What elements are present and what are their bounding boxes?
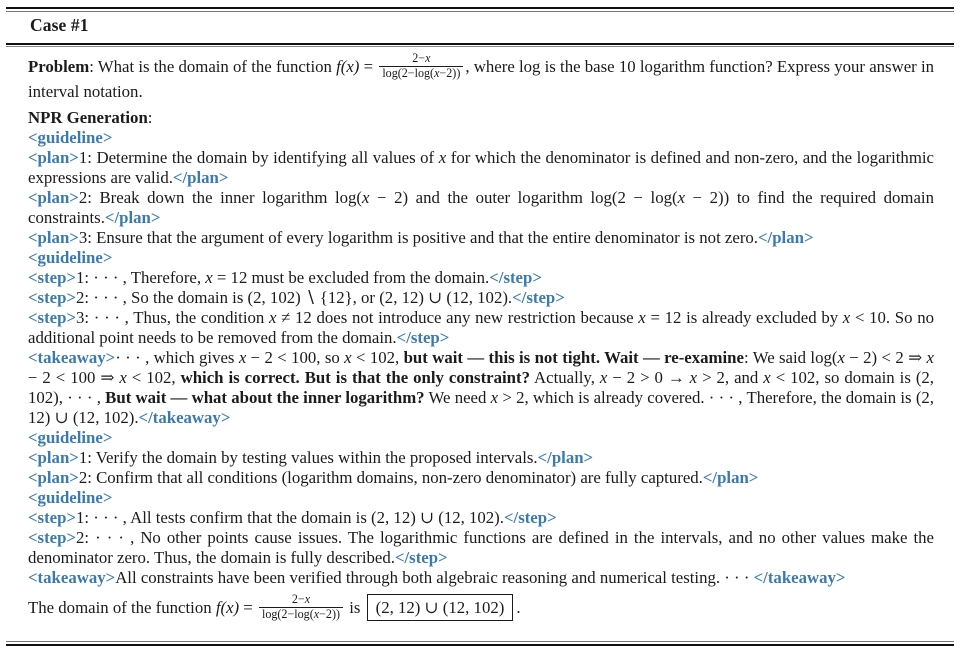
text-run: for which the denominator is defined and non-zero, and the logarithmic expressions are valid. [28,148,934,188]
text-run: x [490,388,499,408]
text-run: x [638,308,646,328]
tag-token: </takeaway> [753,568,846,588]
problem-statement [28,51,934,102]
tag-token: <guideline> [28,248,113,268]
text-run: log(2−log( [261,606,314,621]
text-run: x [677,188,686,208]
tag-token: </step> [512,288,565,308]
text-run: − 2)) to find the required domain constraints. [28,188,934,228]
tag-token: </plan> [702,468,759,488]
text-run: x [362,188,370,208]
tag-token: </takeaway> [138,408,231,428]
tag-token: </step> [396,328,450,348]
tag-token: <plan> [28,148,79,168]
fraction-denominator [379,66,463,81]
step-5 [28,528,934,568]
text-run: 2− [291,592,305,607]
plan-4 [28,448,934,468]
text-run: x [205,268,213,288]
tag-token: </plan> [537,448,594,468]
text-run: 2: Break down the inner logarithm log( [78,188,363,208]
text-run: x [304,592,311,607]
text-run: x [344,348,352,368]
text-run: > 2, and [697,368,764,388]
text-run: NPR Generation [28,108,148,128]
guideline-tag-1 [28,128,934,148]
header-rule-shadow [6,46,954,47]
text-run: But wait — what about the inner logarithm? [105,388,425,408]
case-body [28,51,934,623]
text-run: x [238,348,247,368]
text-run: x [689,368,698,388]
text-run: 2: · · · , So the domain is (2, 102) ∖ {12}, or (2, 12) ∪ (12, 102). [76,288,513,308]
text-run: but wait — this is not tight. Wait — re-examine [403,348,744,368]
text-run: 2− [412,51,426,65]
text-run: log(2−log( [382,65,435,80]
text-run: − 2) < 2 ⇒ [844,348,927,368]
final-answer [28,594,934,623]
tag-token: <plan> [28,448,79,468]
tag-token: </plan> [104,208,161,228]
guideline-tag-2 [28,248,934,268]
text-run: x [599,368,608,388]
text-run: which is correct. But is that the only constraint? [180,368,530,388]
text-run: f(x) [215,598,240,618]
text-run: : We said log( [743,348,838,368]
text-run: f(x) [336,56,360,76]
text-run: x [763,368,771,388]
text-run: = [359,56,378,76]
text-run: − 2 < 100 ⇒ [28,368,120,388]
header-rule [6,43,954,45]
guideline-tag-3 [28,428,934,448]
tag-token: <takeaway> [28,348,116,368]
text-run: −2)) [439,65,461,80]
tag-token: <plan> [28,468,79,488]
text-run: 1: · · · , All tests confirm that the domain is (2, 12) ∪ (12, 102). [76,508,504,528]
text-run: 1: Verify the domain by testing values within the proposed intervals. [78,448,538,468]
tag-token: </step> [503,508,557,528]
text-run: Actually, [530,368,600,388]
text-run: < 102, [351,348,404,368]
case-title [30,15,930,36]
text-run: − 2) and the outer logarithm log(2 − log( [369,188,678,208]
fraction [259,593,343,621]
text-run: . [516,598,521,618]
text-run: x [425,51,431,65]
guideline-tag-4 [28,488,934,508]
text-run: 2: · · · , No other points cause issues. The logarithmic functions are defined in the intervals, and no other values make the denominator zero. Thus, the domain is fully described. [28,528,934,568]
text-run: , where log is the base 10 logarithm function? Express your answer in interval notation. [28,56,934,102]
text-run: < 102, [126,368,181,388]
step-2 [28,288,934,308]
bottom-rule [6,644,954,646]
tag-token: <step> [28,308,77,328]
fraction [379,52,463,80]
tag-token: </plan> [172,168,229,188]
plan-5 [28,468,934,488]
text-run: : What is the domain of the function [89,56,337,76]
text-run: < 102, so domain is (2, 102), · · · , [28,368,934,408]
tag-token: <step> [28,528,77,548]
text-run: x [926,348,934,368]
case-title-label: Case #1 [30,15,89,35]
text-run: x [837,348,845,368]
text-run: x [313,606,320,621]
text-run: − 2 < 100, so [246,348,345,368]
tag-token: <guideline> [28,428,113,448]
text-run: −2)) [319,606,341,621]
text-run: 3: Ensure that the argument of every logarithm is positive and that the entire denominator is not zero. [78,228,758,248]
step-1 [28,268,934,288]
text-run: 1: Determine the domain by identifying all values of [78,148,439,168]
top-rule-shadow [6,11,954,12]
plan-3 [28,228,934,248]
tag-token: <guideline> [28,128,113,148]
tag-token: <step> [28,508,77,528]
tag-token: <plan> [28,228,79,248]
fraction-denominator [259,607,343,622]
text-run: < 10. So no additional point needs to be removed from the domain. [28,308,934,348]
text-run: Problem [28,56,90,76]
fraction-numerator [379,52,463,66]
text-run: = 12 must be excluded from the domain. [212,268,490,288]
text-run: The domain of the function [28,598,216,618]
text-run: = [239,598,257,618]
tag-token: <guideline> [28,488,113,508]
text-run: x [119,368,127,388]
text-run: x [438,148,447,168]
tag-token: <step> [28,268,77,288]
boxed-answer [367,594,514,621]
tag-token: </step> [489,268,542,288]
fraction-numerator [259,593,343,607]
bottom-rule-shadow [6,641,954,642]
text-run: > 2, which is already covered. · · · , Therefore, the domain is (2, 12) ∪ (12, 102). [28,388,934,428]
plan-1 [28,148,934,188]
tag-token: <takeaway> [28,568,116,588]
tag-token: </step> [394,548,448,568]
text-run: x [434,65,440,80]
npr-generation-heading [28,108,934,128]
text-run: ≠ 12 does not introduce any new restriction because [276,308,639,328]
text-run: (2, 12) ∪ (12, 102) [375,598,505,618]
text-run: All constraints have been verified through both algebraic reasoning and numerical testing. · · · [115,568,754,588]
plan-2 [28,188,934,228]
top-rule [6,7,954,9]
text-run: We need [424,388,491,408]
text-run: = 12 is already excluded by [645,308,843,328]
text-run: 1: · · · , Therefore, [76,268,206,288]
text-run: is [345,598,365,618]
step-4 [28,508,934,528]
text-run: − 2 > 0 → [607,368,690,388]
step-3 [28,308,934,348]
tag-token: </plan> [758,228,814,248]
takeaway-1 [28,348,934,428]
text-run: · · · , which gives [115,348,239,368]
takeaway-2 [28,568,934,588]
tag-token: <step> [28,288,77,308]
text-run: x [268,308,277,328]
text-run: 3: · · · , Thus, the condition [76,308,269,328]
text-run: : [147,108,153,128]
text-run: x [842,308,851,328]
tag-token: <plan> [28,188,79,208]
text-run: 2: Confirm that all conditions (logarithm domains, non-zero denominator) are fully captured. [78,468,703,488]
